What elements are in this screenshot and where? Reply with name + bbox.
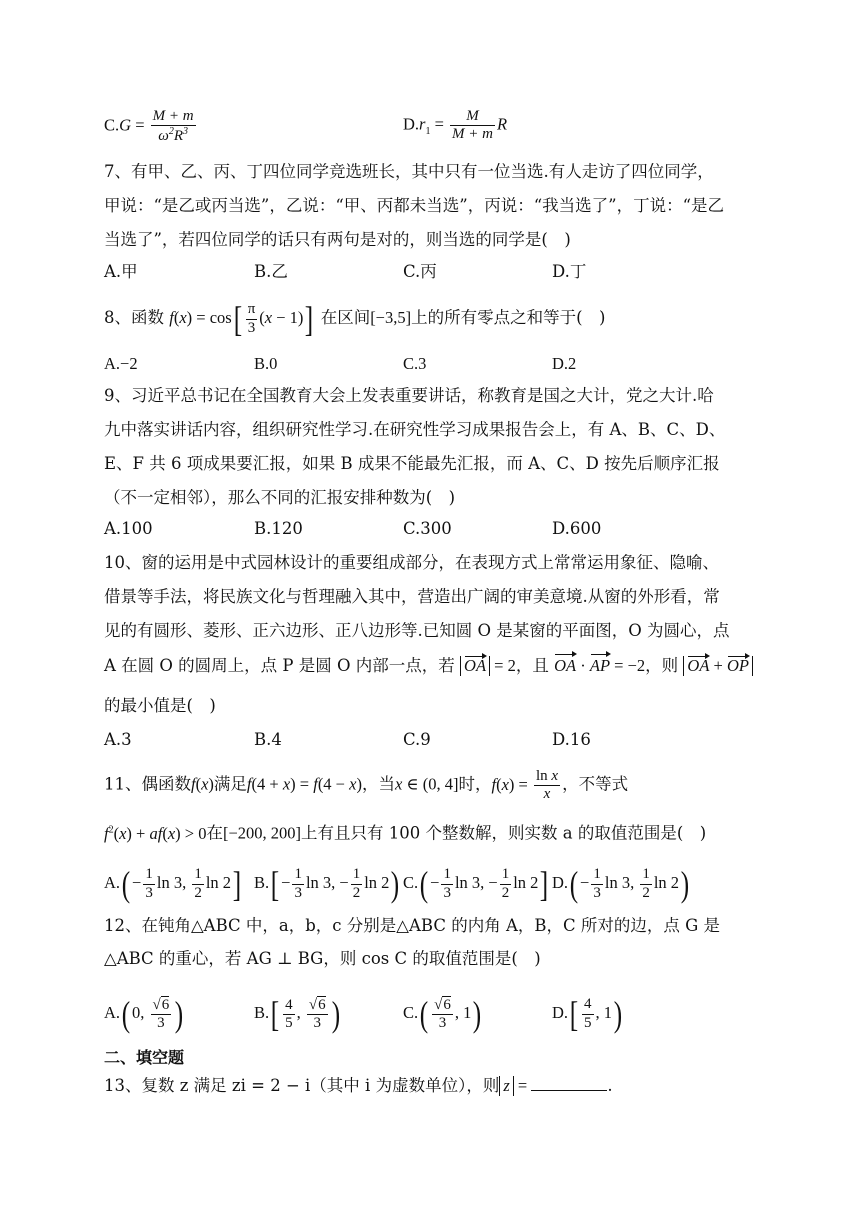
q6-option-d: $D.r_1$ = $\frac{M}{M + m}$ R — [403, 108, 508, 143]
q6-option-c: C.G = $\frac{M + m}{\omega^2R^3}$ — [104, 108, 194, 145]
q9-option-b: B.120 — [254, 519, 303, 538]
q10-line-5: 的最小值是( ) — [104, 696, 216, 715]
q8-function: f(x) = cos[ $\frac{\pi}{3}$ (x − 1)] — [169, 299, 314, 339]
q7-line-2: 甲说：“是乙或丙当选”，乙说：“甲、丙都未当选”，丙说：“我当选了”，丁说：“是乙 — [104, 196, 725, 215]
q11-line-2: $f^2(x) + af(x) > 0$在[−200, 200]上有且只有 100 个整数解，则实数 a 的取值范围是( ) — [104, 823, 707, 843]
q9-line-1: 9、习近平总书记在全国教育大会上发表重要讲话，称教育是国之大计，党之大计.哈 — [104, 386, 714, 405]
q8-line: 8、函数 f(x) = cos[ $\frac{\pi}{3}$ (x − 1)] 在区间[−3,5]上的所有零点之和等于( ) — [104, 299, 606, 339]
q7-option-d: D.丁 — [552, 262, 587, 281]
q12-option-b: B.[ $\frac{4}{5}$ , $\frac{√6}{3}$ ) — [254, 994, 340, 1035]
q7-option-c: C.丙 — [403, 262, 437, 281]
q8-option-c: C.3 — [403, 354, 427, 373]
q11-option-b: B.[ − $\frac{1}{3}$ ln 3, − $\frac{1}{2}$ ln 2) — [254, 864, 400, 904]
q11-option-d: D.( − $\frac{1}{3}$ ln 3, $\frac{1}{2}$ ln 2) — [552, 864, 690, 904]
q10-line-1: 10、窗的运用是中式园林设计的重要组成部分，在表现方式上常常运用象征、隐喻、 — [104, 553, 719, 572]
q7-line-3: 当选了”，若四位同学的话只有两句是对的，则当选的同学是( ) — [104, 230, 571, 249]
q11-line-1: 11、偶函数f(x)满足f(4 + x) = f(4 − x)，当x ∈ (0, 4]时，f(x) = $\frac{\text{ln x}}{x}$ ，不等式 — [104, 768, 629, 803]
q12-line-1: 12、在钝角△ABC 中，a，b，c 分别是△ABC 的内角 A，B，C 所对的边，点 G 是 — [104, 916, 721, 935]
q7-option-a: A.甲 — [104, 262, 138, 281]
q12-option-d: D.[ $\frac{4}{5}$ , 1) — [552, 994, 623, 1034]
q10-option-c: C.9 — [403, 730, 431, 749]
q10-condition-1: OA = 2 — [460, 656, 516, 675]
q9-option-d: D.600 — [552, 519, 602, 538]
q11-option-c: C.( − $\frac{1}{3}$ ln 3, − $\frac{1}{2}$ ln 2] — [403, 864, 549, 904]
q10-line-4: A 在圆 O 的圆周上，点 P 是圆 O 内部一点，若 OA = 2，且 OA · AP = −2，则 OA + OP — [104, 654, 753, 678]
q10-line-2: 借景等手法，将民族文化与哲理融入其中，营造出广阔的审美意境.从窗的外形看，常 — [104, 587, 720, 606]
q7-line-1: 7、有甲、乙、丙、丁四位同学竞选班长，其中只有一位当选.有人走访了四位同学， — [104, 162, 714, 181]
q12-option-a: A.( 0, $\frac{√6}{3}$ ) — [104, 994, 184, 1035]
q9-line-4: （不一定相邻），那么不同的汇报安排种数为( ) — [104, 488, 456, 507]
q9-line-3: E、F 共 6 项成果要汇报，如果 B 成果不能最先汇报，而 A、C、D 按先后顺序汇报 — [104, 454, 720, 473]
q12-option-c: C.( $\frac{√6}{3}$ , 1) — [403, 994, 482, 1035]
q10-condition-2: OA · AP = −2 — [554, 656, 645, 675]
q8-option-b: B.0 — [254, 354, 278, 373]
section-2-heading: 二、填空题 — [104, 1048, 185, 1067]
q8-option-a: A.−2 — [104, 354, 138, 373]
q10-option-b: B.4 — [254, 730, 282, 749]
q8-option-d: D.2 — [552, 354, 577, 373]
q10-target-expr: OA + OP — [683, 656, 753, 675]
q12-line-2: △ABC 的重心，若 AG ⊥ BG，则 cos C 的取值范围是( ) — [104, 949, 541, 968]
q9-line-2: 九中落实讲话内容，组织研究性学习.在研究性学习成果报告会上，有 A、B、C、D、 — [104, 420, 726, 439]
q10-option-a: A.3 — [104, 730, 132, 749]
q10-option-d: D.16 — [552, 730, 591, 749]
q9-option-c: C.300 — [403, 519, 452, 538]
q7-option-b: B.乙 — [254, 262, 288, 281]
q13-line: 13、复数 z 满足 zi = 2 − i（其中 i 为虚数单位），则 z = . — [104, 1076, 613, 1095]
q10-line-3: 见的有圆形、菱形、正六边形、正八边形等.已知圆 O 是某窗的平面图，O 为圆心，点 — [104, 621, 730, 640]
q11-option-a: A.( − $\frac{1}{3}$ ln 3, $\frac{1}{2}$ ln 2] — [104, 864, 242, 904]
answer-blank[interactable] — [531, 1076, 607, 1091]
q9-option-a: A.100 — [104, 519, 153, 538]
